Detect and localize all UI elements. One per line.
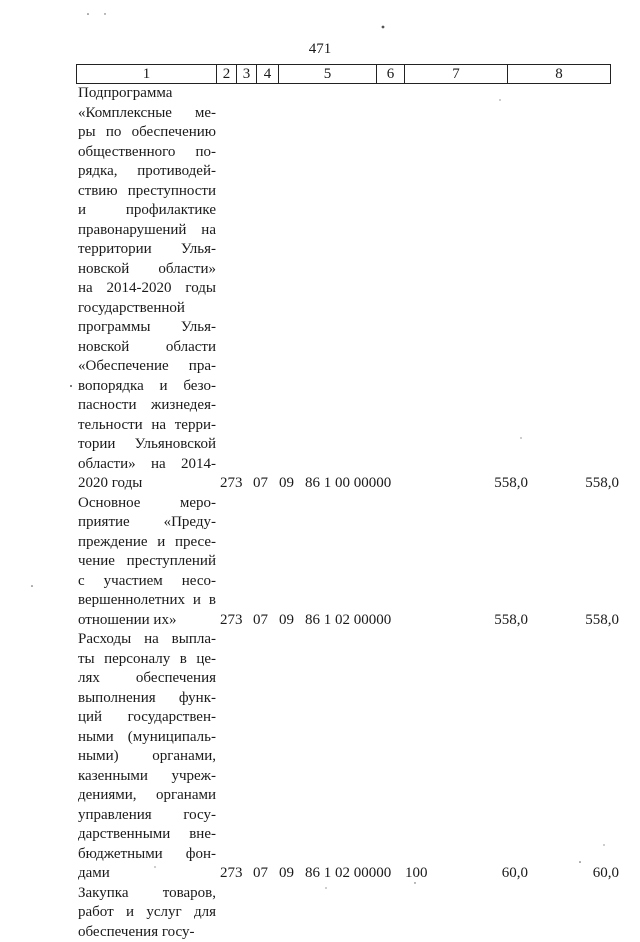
section-code: 07 — [253, 611, 273, 631]
row-label-line: территории Улья- — [78, 240, 216, 260]
row-label — [76, 494, 216, 631]
subsection-code: 09 — [279, 611, 301, 631]
row-label-line: правонарушений на — [78, 221, 216, 241]
row-label-line: тельности на терри- — [78, 416, 216, 436]
row-label-line: и профилактике — [78, 201, 216, 221]
row-label-line: ными) органами, — [78, 747, 216, 767]
row-label-line: «Комплексные ме- — [78, 104, 216, 124]
row-label-line: Расходы на выпла- — [78, 630, 216, 650]
row-label-line: тории Ульяновской — [78, 435, 216, 455]
subsection-code: 09 — [279, 474, 301, 494]
row-label-line: бюджетными фон- — [78, 845, 216, 865]
row-label-line: выполнения функ- — [78, 689, 216, 709]
row-label-line: вопорядка и безо- — [78, 377, 216, 397]
row-label-line: Закупка товаров, — [78, 884, 216, 904]
table-row — [76, 494, 610, 631]
row-label-line: программы Улья- — [78, 318, 216, 338]
table-row — [76, 884, 610, 942]
row-label — [76, 884, 216, 942]
row-label-line: ры по обеспечению — [78, 123, 216, 143]
admin-code: 273 — [220, 611, 240, 631]
subsection-code: 09 — [279, 864, 301, 884]
row-label-line: преждение и пресе- — [78, 533, 216, 553]
header-cell-4: 4 — [257, 65, 279, 84]
row-label-line: области» на 2014- — [78, 455, 216, 475]
header-cell-6: 6 — [377, 65, 405, 84]
admin-code: 273 — [220, 864, 240, 884]
row-label-line: ций государствен- — [78, 708, 216, 728]
row-label-line: Подпрограмма — [78, 84, 216, 104]
row-label-line: на 2014-2020 годы — [78, 279, 216, 299]
row-label-line: дениями, органами — [78, 786, 216, 806]
row-label-line: работ и услуг для — [78, 903, 216, 923]
header-cell-1: 1 — [77, 65, 217, 84]
page-number: 471 — [0, 40, 640, 58]
target-article-code: 86 1 00 00000 — [305, 474, 405, 494]
row-label-line: «Обеспечение пра- — [78, 357, 216, 377]
header-cell-5: 5 — [279, 65, 377, 84]
row-label-line: отношении их» — [78, 611, 216, 631]
row-label-line: государственной — [78, 299, 216, 319]
row-label-line: вершеннолетних и в — [78, 591, 216, 611]
section-code: 07 — [253, 864, 273, 884]
amount-column-7: 558,0 — [433, 611, 528, 631]
row-label — [76, 84, 216, 494]
header-cell-3: 3 — [237, 65, 257, 84]
row-label-line: казенными учреж- — [78, 767, 216, 787]
row-label-line: приятие «Преду- — [78, 513, 216, 533]
target-article-code: 86 1 02 00000 — [305, 864, 405, 884]
amount-column-8: 558,0 — [528, 474, 619, 494]
row-label-line: дарственными вне- — [78, 825, 216, 845]
row-label-line: рядка, противодей- — [78, 162, 216, 182]
amount-column-7: 60,0 — [433, 864, 528, 884]
table-row — [76, 630, 610, 884]
admin-code: 273 — [220, 474, 240, 494]
section-code: 07 — [253, 474, 273, 494]
header-cell-2: 2 — [217, 65, 237, 84]
header-row — [77, 65, 611, 84]
expense-type-code: 100 — [405, 864, 433, 884]
row-label-line: ты персоналу в це- — [78, 650, 216, 670]
amount-column-8: 60,0 — [528, 864, 619, 884]
row-label-line: Основное меро- — [78, 494, 216, 514]
row-label — [76, 630, 216, 884]
row-label-line: обеспечения госу- — [78, 923, 216, 942]
row-label-line: 2020 годы — [78, 474, 216, 494]
amount-column-8: 558,0 — [528, 611, 619, 631]
row-label-line: с участием несо- — [78, 572, 216, 592]
table-row — [76, 84, 610, 494]
header-cell-7: 7 — [405, 65, 508, 84]
row-label-line: управления госу- — [78, 806, 216, 826]
column-number-header — [76, 64, 611, 84]
target-article-code: 86 1 02 00000 — [305, 611, 405, 631]
row-label-line: общественного по- — [78, 143, 216, 163]
row-label-line: лях обеспечения — [78, 669, 216, 689]
budget-table-body — [76, 84, 610, 942]
row-label-line: новской области — [78, 338, 216, 358]
row-label-line: дами — [78, 864, 216, 884]
row-label-line: ствию преступности — [78, 182, 216, 202]
header-cell-8: 8 — [508, 65, 611, 84]
amount-column-7: 558,0 — [433, 474, 528, 494]
row-label-line: чение преступлений — [78, 552, 216, 572]
row-label-line: ными (муниципаль- — [78, 728, 216, 748]
row-label-line: новской области» — [78, 260, 216, 280]
row-label-line: пасности жизнедея- — [78, 396, 216, 416]
